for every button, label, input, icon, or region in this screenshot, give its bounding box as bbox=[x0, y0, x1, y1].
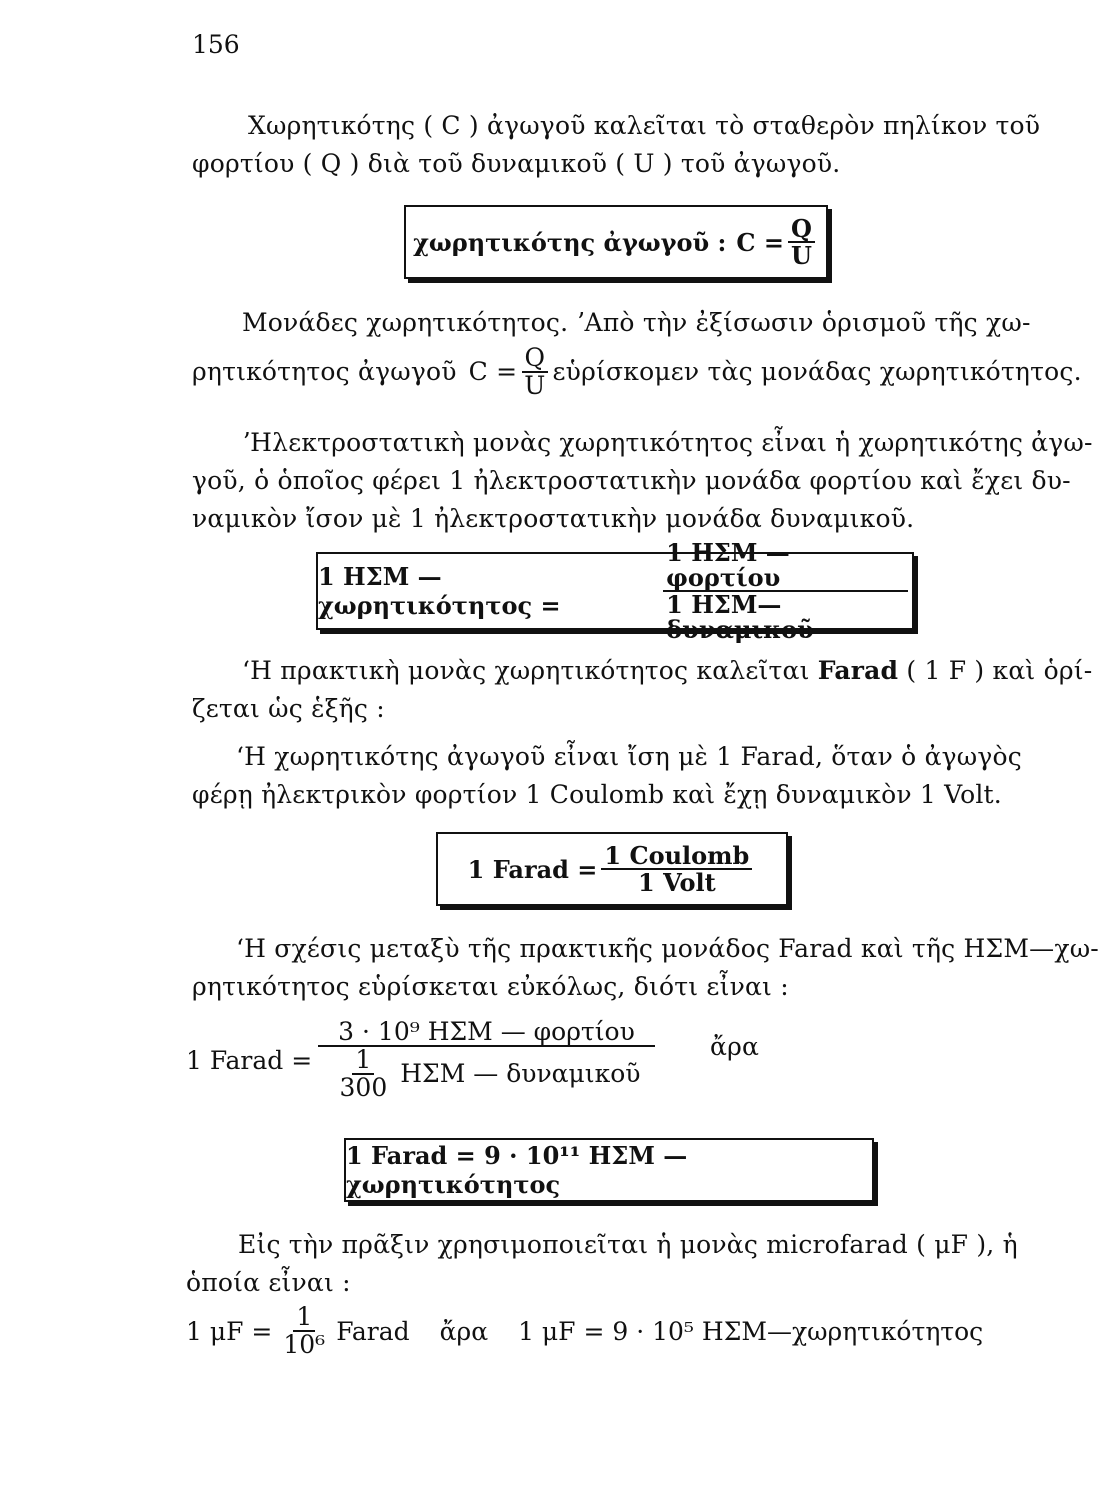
fraction-numerator: 1 Coulomb bbox=[601, 843, 752, 870]
formula-box-esu-capacitance bbox=[316, 537, 914, 645]
paragraph-2-line-1: Μονάδες χωρητικότητος. ʼΑπὸ τὴν ἐξίσωσιν ὁρισμοῦ τῆς χω- bbox=[242, 308, 1031, 337]
page-number: 156 bbox=[192, 30, 240, 59]
fraction-numerator: Q bbox=[788, 216, 815, 243]
paragraph-1-line-2: φορτίου ( Q ) διὰ τοῦ δυναμικοῦ ( U ) τοῦ ἀγωγοῦ. bbox=[192, 149, 841, 178]
equation-numerator: 3 · 10⁹ ΗΣΜ — φορτίου bbox=[318, 1019, 655, 1047]
paragraph-4-text-b: ( 1 F ) καὶ ὁρί- bbox=[906, 656, 1093, 685]
paragraph-3-line-3: ναμικὸν ἴσον μὲ 1 ἠλεκτροστατικὴν μονάδα δυναμικοῦ. bbox=[192, 504, 915, 533]
paragraph-6-line-2: ρητικότητος εὑρίσκεται εὐκόλως, διότι εἶναι : bbox=[192, 972, 789, 1001]
equation-denominator bbox=[330, 1044, 644, 1103]
fraction bbox=[663, 537, 908, 645]
paragraph-2-text-a: ρητικότητος ἀγωγοῦ bbox=[192, 357, 457, 386]
inner-numerator: 1 bbox=[352, 1047, 374, 1075]
equation-farad-esu bbox=[186, 1010, 659, 1110]
formula-lhs: 1 Farad = bbox=[467, 854, 598, 884]
inline-fraction-numerator: Q bbox=[522, 345, 549, 373]
inline-formula-lhs: C = bbox=[468, 357, 518, 386]
paragraph-5-line-2: φέρῃ ἠλεκτρικὸν φορτίον 1 Coulomb καὶ ἔχῃ δυναμικὸν 1 Volt. bbox=[192, 780, 1002, 809]
equation-unit: Farad bbox=[336, 1316, 410, 1346]
equation-lhs: 1 μF = bbox=[186, 1316, 273, 1346]
paragraph-4-line-2: ζεται ὡς ἑξῆς : bbox=[192, 694, 385, 723]
formula-lhs: 1 ΗΣΜ — χωρητικότητος = bbox=[318, 562, 561, 620]
paragraph-1-line-1: Χωρητικότης ( C ) ἀγωγοῦ καλεῖται τὸ σταθερὸν πηλίκον τοῦ bbox=[248, 111, 1041, 140]
formula-box-farad bbox=[436, 832, 788, 906]
inner-fraction bbox=[337, 1044, 391, 1103]
equation-denominator: 10⁶ bbox=[283, 1330, 326, 1359]
inline-fraction bbox=[521, 342, 548, 400]
formula-box-capacitance bbox=[404, 205, 828, 279]
equation-numerator: 1 bbox=[293, 1304, 315, 1332]
paragraph-3-line-2: γοῦ, ὁ ὁποῖος φέρει 1 ἠλεκτροστατικὴν μονάδα φορτίου καὶ ἔχει δυ- bbox=[192, 466, 1071, 495]
fraction-denominator: 1 ΗΣΜ—δυναμικοῦ bbox=[666, 590, 814, 645]
formula-box-farad-esu bbox=[344, 1138, 874, 1202]
equation-fraction bbox=[280, 1301, 328, 1359]
equation-ara: ἄρα bbox=[439, 1316, 489, 1346]
fraction-denominator: 1 Volt bbox=[638, 868, 716, 897]
farad-term: Farad bbox=[817, 656, 899, 685]
paragraph-5-line-1: ʻΗ χωρητικότης ἀγωγοῦ εἶναι ἴση μὲ 1 Farad, ὅταν ὁ ἀγωγὸς bbox=[236, 742, 1022, 771]
paragraph-2-text-b: εὑρίσκομεν τὰς μονάδας χωρητικότητος. bbox=[552, 357, 1082, 386]
fraction bbox=[788, 213, 815, 270]
inline-fraction-denominator: U bbox=[524, 371, 546, 400]
paragraph-6-line-1: ʻΗ σχέσις μεταξὺ τῆς πρακτικῆς μονάδος Farad καὶ τῆς ΗΣΜ—χω- bbox=[236, 934, 1099, 963]
paragraph-7-line-1: Εἰς τὴν πρᾶξιν χρησιμοποιεῖται ἡ μονὰς microfarad ( μF ), ἡ bbox=[238, 1230, 1018, 1259]
denominator-rest: ΗΣΜ — δυναμικοῦ bbox=[400, 1059, 641, 1088]
paragraph-4-text-a: ʻΗ πρακτικὴ μονὰς χωρητικότητος καλεῖται bbox=[242, 656, 810, 685]
equation-fraction bbox=[318, 1016, 655, 1103]
paragraph-7-line-2: ὁποία εἶναι : bbox=[186, 1268, 351, 1297]
paragraph-2-line-2 bbox=[192, 340, 1082, 404]
paragraph-3-line-1: ʼΗλεκτροστατικὴ μονὰς χωρητικότητος εἶναι ἡ χωρητικότης ἀγω- bbox=[242, 428, 1093, 457]
equation-microfarad bbox=[186, 1296, 983, 1366]
fraction-denominator: U bbox=[790, 241, 812, 270]
fraction-numerator: 1 ΗΣΜ — φορτίου bbox=[663, 540, 908, 592]
equation-rhs: 1 μF = 9 · 10⁵ ΗΣΜ—χωρητικότητος bbox=[518, 1316, 984, 1346]
formula-text: 1 Farad = 9 · 10¹¹ ΗΣΜ — χωρητικότητος bbox=[346, 1141, 688, 1199]
inner-denominator: 300 bbox=[339, 1073, 388, 1103]
equation-lhs: 1 Farad = bbox=[186, 1045, 313, 1075]
equation-ara: ἄρα bbox=[710, 1032, 760, 1061]
fraction bbox=[601, 840, 752, 897]
formula-lhs: C = bbox=[736, 227, 784, 257]
formula-label: χωρητικότης ἀγωγοῦ : bbox=[413, 227, 727, 257]
